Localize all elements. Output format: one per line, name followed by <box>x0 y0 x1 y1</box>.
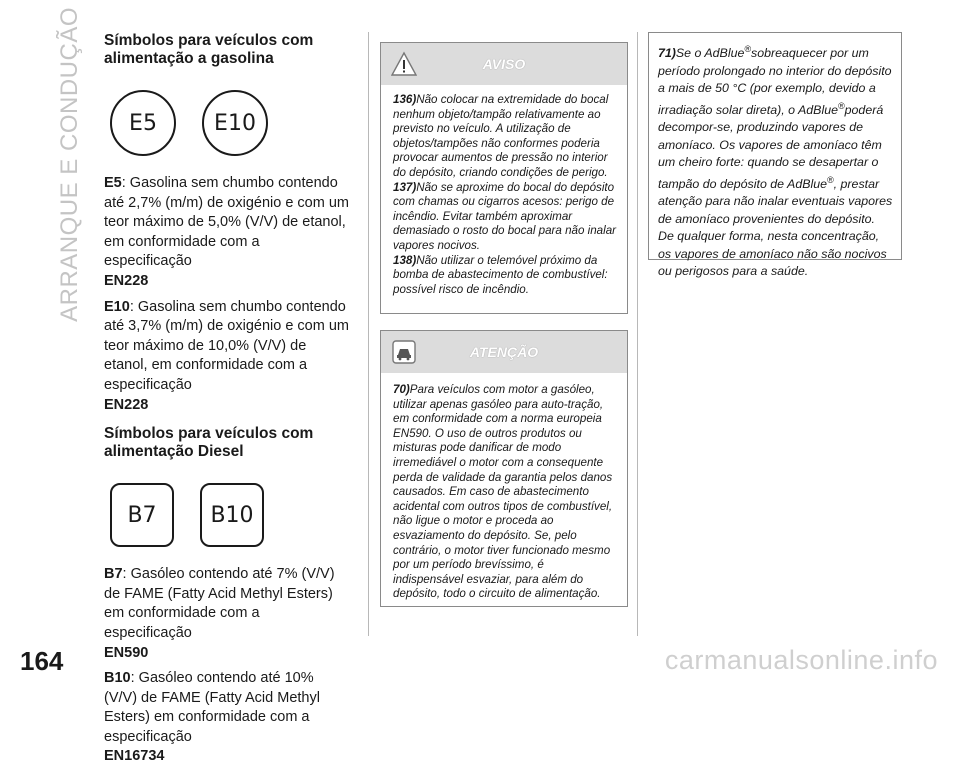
atencao-title: ATENÇÃO <box>469 344 539 360</box>
car-warning-icon <box>391 339 417 365</box>
b10-fuel-symbol: B10 <box>200 483 264 547</box>
aviso-item <box>393 254 617 298</box>
gasoline-symbols <box>110 90 350 156</box>
registered-mark: ® <box>838 100 845 111</box>
gasoline-heading: Símbolos para veículos com alimentação a gasolina <box>104 32 314 67</box>
chapter-side-title <box>52 7 88 322</box>
fuel-symbols-column <box>104 32 350 767</box>
aviso-item-text: Não se aproxime do bocal do depósito com chamas ou cigarros acesos: perigo de incêndio. Evitar também aproximar demasiado o rosto do bocal para não inalar vapores nocivos. <box>393 180 617 252</box>
adblue-note-box <box>648 32 902 279</box>
e10-text: : Gasolina sem chumbo contendo até 3,7% (m/m) de oxigénio e com um teor máximo de 10,0% (V/V) de etanol, em conformidade com a especificação <box>104 298 349 393</box>
column-divider <box>368 32 369 636</box>
aviso-body <box>381 85 627 305</box>
b10-text: : Gasóleo contendo até 10% (V/V) de FAME (Fatty Acid Methyl Esters) em conformidade com a especificação <box>104 670 320 745</box>
aviso-item <box>393 181 617 254</box>
aviso-warning-box <box>380 42 628 314</box>
b7-fuel-symbol: B7 <box>110 483 174 547</box>
diesel-heading: Símbolos para veículos com alimentação Diesel <box>104 425 314 461</box>
registered-mark: ® <box>827 174 834 185</box>
e5-standard: EN228 <box>104 272 149 289</box>
atencao-item-number: 70) <box>393 383 410 396</box>
aviso-title: AVISO <box>482 56 526 72</box>
b7-description <box>104 565 350 663</box>
atencao-item <box>393 383 617 602</box>
aviso-item-number: 138) <box>393 253 417 267</box>
e5-code: E5 <box>104 175 122 191</box>
note-text-part: poderá decompor-se, produzindo vapores de amoníaco. Os vapores de amoníaco têm um cheiro forte: quando se desapertar o tampão do depósito de AdBlue <box>658 102 884 191</box>
aviso-item-text: Não utilizar o telemóvel próximo da bomba de abastecimento de combustível: possível risco de incêndio. <box>393 253 608 296</box>
e10-description <box>104 298 350 416</box>
e5-text: : Gasolina sem chumbo contendo até 2,7% (m/m) de oxigénio e com um teor máximo de 5,0% (V/V) de etanol, em conformidade com a especificação <box>104 175 349 270</box>
watermark: carmanualsonline.info <box>664 645 938 675</box>
atencao-caution-box <box>380 330 628 607</box>
b10-code: B10 <box>104 670 131 687</box>
aviso-item-number: 137) <box>393 180 417 194</box>
adblue-note-text <box>658 41 893 281</box>
e10-standard: EN228 <box>104 396 149 413</box>
aviso-item <box>393 93 617 181</box>
atencao-item-text: Para veículos com motor a gasóleo, utilizar apenas gasóleo para auto-tração, em conformidade com a norma europeia EN590. O uso de outros produtos ou misturas pode danificar de modo irremediável o motor com a consequente perda de validade da garantia pelos danos causados. Em caso de abastecimento acidental com outros tipos de combustível, não ligue o motor e proceda ao esvaziamento do depósito. Se, pelo contrário, o motor tiver funcionado mesmo por um período brevíssimo, é indispensável esvaziar, para além do depósito, todo o circuito de alimentação. <box>393 383 613 601</box>
e5-description <box>104 174 350 292</box>
e10-fuel-symbol: E10 <box>202 90 268 156</box>
atencao-body <box>381 373 627 610</box>
b7-text: : Gasóleo contendo até 7% (V/V) de FAME (Fatty Acid Methyl Esters) em conformidade com a especificação <box>104 566 335 641</box>
page-number: 164 <box>20 646 64 676</box>
note-text-part: , prestar atenção para não inalar eventuais vapores de amoníaco provenientes do depósito. De qualquer forma, nesta concentração, os vapores de amoníaco não são nocivos ou perigosos para a saúde. <box>658 176 893 279</box>
diesel-symbols <box>110 483 350 547</box>
aviso-item-text: Não colocar na extremidade do bocal nenhum objeto/tampão relativamente ao previsto no veículo. A utilização de objetos/tampões não conformes poderia provocar aumentos de pressão no interior do depósito, criando condições de perigo. <box>393 93 609 179</box>
b10-standard: EN16734 <box>104 748 165 765</box>
note-text-part: sobreaquecer por um período prolongado no interior do depósito a mais de 50 °C (por exemplo, devido a irradiação solar direta), o AdBlue <box>658 46 892 117</box>
b7-standard: EN590 <box>104 644 149 661</box>
e10-code: E10 <box>104 298 130 315</box>
atencao-header <box>381 331 627 373</box>
aviso-item-number: 136) <box>393 93 417 106</box>
note-text-part: Se o AdBlue <box>675 46 745 61</box>
b7-code: B7 <box>104 566 123 583</box>
note-number: 71) <box>658 46 676 61</box>
warning-triangle-icon <box>391 51 417 77</box>
column-divider <box>637 32 638 636</box>
b10-description <box>104 669 350 767</box>
registered-mark: ® <box>744 44 751 54</box>
e5-fuel-symbol: E5 <box>110 90 176 156</box>
chapter-title-text: ARRANQUE E CONDUÇÃO <box>56 7 83 322</box>
aviso-header <box>381 43 627 85</box>
